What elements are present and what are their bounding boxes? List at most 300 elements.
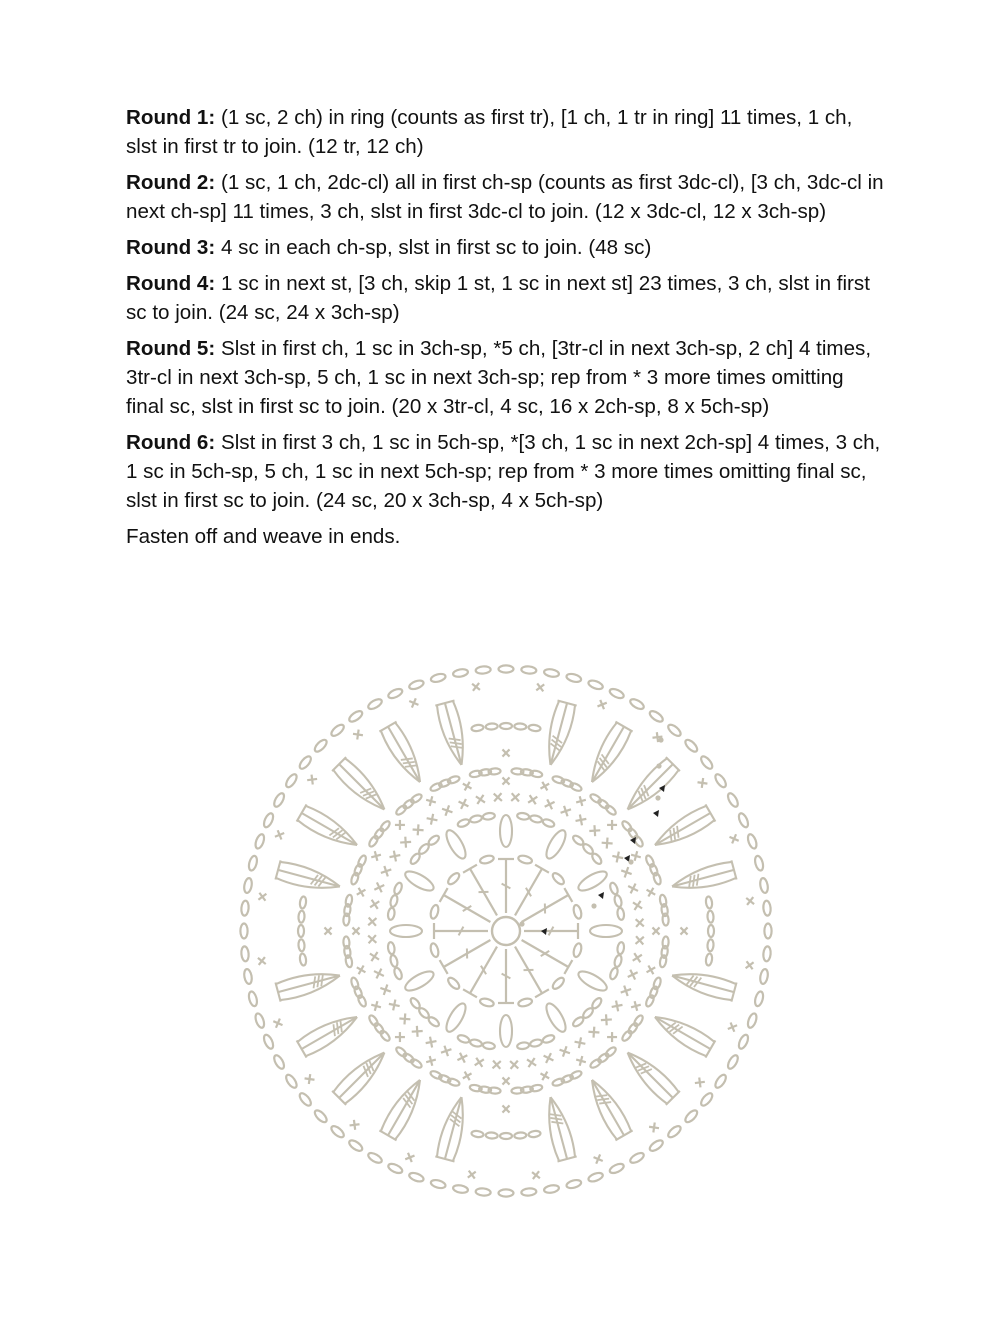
round3-sc bbox=[365, 914, 381, 930]
round2-cluster bbox=[403, 868, 437, 894]
round1-chain bbox=[479, 997, 494, 1007]
pattern-instructions bbox=[126, 103, 886, 551]
round3-sc bbox=[573, 1036, 586, 1049]
round4-chain bbox=[589, 793, 602, 805]
round5-cluster-hatch bbox=[697, 874, 699, 886]
round3-sc bbox=[625, 967, 640, 982]
round6-chain bbox=[683, 1108, 699, 1124]
round6-chain bbox=[521, 1188, 537, 1196]
round-label: Round 2: bbox=[126, 171, 216, 194]
round6-sc bbox=[592, 1153, 605, 1166]
round6-chain bbox=[754, 991, 765, 1007]
round5-cluster-hatch bbox=[405, 765, 417, 766]
round5-chain bbox=[486, 723, 498, 730]
round5-cluster-hatch bbox=[595, 1095, 607, 1096]
round2-chain bbox=[613, 954, 622, 967]
round6-chain bbox=[699, 755, 714, 771]
round6-chain bbox=[330, 723, 346, 738]
round3-sc bbox=[388, 998, 401, 1011]
round5-chain bbox=[500, 1133, 512, 1139]
round1-chain bbox=[572, 904, 582, 919]
round4-chain bbox=[368, 835, 380, 848]
round5-sc bbox=[677, 924, 691, 938]
round-text: 1 sc in next st, [3 ch, skip 1 st, 1 sc in next st] 23 times, 3 ch, slst in first sc to join. (24 sc, 24 x 3ch-sp) bbox=[126, 272, 870, 324]
round2-chain bbox=[609, 967, 619, 981]
round3-sc bbox=[372, 880, 387, 895]
round1-chain bbox=[551, 976, 566, 991]
round3-sc bbox=[426, 813, 439, 826]
round2-chain bbox=[469, 1038, 482, 1047]
round3-sc bbox=[626, 881, 641, 896]
round6-chain bbox=[298, 755, 313, 771]
round5-cluster-petal bbox=[395, 723, 420, 782]
round3-sc bbox=[611, 851, 624, 864]
round4-chain bbox=[621, 1029, 633, 1042]
slst-dot bbox=[591, 903, 596, 908]
round2-cluster bbox=[543, 1001, 569, 1035]
round3-sc bbox=[619, 865, 633, 879]
round6-sc bbox=[648, 1122, 659, 1133]
round5-chain bbox=[705, 953, 713, 966]
slst-dot bbox=[658, 737, 663, 742]
round6-chain bbox=[683, 738, 699, 754]
round6-chain bbox=[566, 673, 582, 684]
round4-chain bbox=[597, 1052, 610, 1064]
round4-sc bbox=[460, 1069, 474, 1083]
round6-sc bbox=[465, 1168, 479, 1182]
round2-chain bbox=[617, 942, 625, 955]
crochet-chart-svg bbox=[226, 648, 786, 1214]
round6-chain bbox=[408, 1171, 425, 1183]
round6-chain bbox=[763, 900, 771, 916]
round6-chain bbox=[254, 833, 266, 850]
round4-sc bbox=[644, 963, 658, 977]
round5-cluster-hatch bbox=[597, 1099, 609, 1100]
round3-sc bbox=[525, 792, 540, 807]
round4-chain bbox=[469, 1084, 482, 1092]
round1-tr-top bbox=[463, 865, 477, 873]
round2-chain bbox=[457, 818, 471, 828]
round5-cluster-hatch bbox=[337, 1022, 338, 1034]
round6-chain bbox=[666, 1124, 682, 1139]
round2-cluster bbox=[390, 925, 422, 937]
round1-tr-top bbox=[564, 888, 572, 902]
round6-sc bbox=[743, 894, 757, 908]
round3-sc bbox=[379, 864, 393, 878]
round6-chain bbox=[262, 812, 275, 829]
round6-sc bbox=[596, 698, 609, 711]
round6-chain bbox=[408, 679, 425, 691]
round6-chain bbox=[726, 792, 740, 809]
round6-sc bbox=[403, 1151, 416, 1164]
round6-chain bbox=[387, 687, 404, 700]
round6-sc bbox=[273, 828, 286, 841]
round5-cluster-petal bbox=[339, 764, 384, 809]
round4-chain bbox=[395, 1046, 408, 1058]
round2-cluster bbox=[443, 1001, 469, 1035]
round6-chain bbox=[430, 673, 446, 684]
round5-cluster-hatch bbox=[599, 1102, 611, 1103]
round6-chain bbox=[764, 924, 771, 939]
round1-tr-top bbox=[564, 960, 572, 974]
round6-chain bbox=[666, 723, 682, 738]
round2-chain bbox=[389, 954, 398, 967]
round6-chain bbox=[248, 991, 259, 1007]
round6-sc bbox=[728, 832, 741, 845]
round4-chain bbox=[569, 782, 582, 793]
round4-chain bbox=[357, 854, 368, 867]
round5-cluster-petal bbox=[551, 1097, 568, 1159]
round6-chain bbox=[262, 1033, 275, 1050]
round3-sc bbox=[524, 1055, 539, 1070]
round3-sc bbox=[412, 824, 424, 836]
start-arrow-icon bbox=[598, 892, 604, 899]
round5-sc bbox=[321, 924, 335, 938]
round2-chain bbox=[617, 907, 625, 920]
round-text: (1 sc, 1 ch, 2dc-cl) all in first ch-sp (counts as first 3dc-cl), [3 ch, 3dc-cl in next ch-sp] 11 times, 3 ch, slst in first 3dc-cl to join. (12 x 3dc-cl, 12 x 3ch-sp) bbox=[126, 171, 884, 223]
round-label: Round 1: bbox=[126, 106, 216, 129]
round5-cluster-hatch bbox=[551, 1122, 563, 1124]
round2-chain bbox=[591, 852, 603, 865]
round6-chain bbox=[746, 833, 758, 850]
round6-chain bbox=[240, 924, 247, 939]
round6-chain bbox=[587, 1171, 604, 1183]
round3-sc bbox=[588, 1026, 600, 1038]
round6-chain bbox=[608, 687, 625, 700]
round5-chain bbox=[299, 896, 307, 909]
round5-cluster-hatch bbox=[689, 876, 691, 888]
round4-sc bbox=[538, 779, 552, 793]
round1-tr-top bbox=[463, 989, 477, 997]
round2-chain bbox=[469, 814, 482, 823]
round4-sc bbox=[354, 885, 368, 899]
round3-sc bbox=[508, 790, 524, 806]
round4-chain bbox=[589, 1058, 602, 1070]
round3-sc bbox=[559, 804, 573, 818]
round5-cluster-petal bbox=[628, 764, 673, 809]
round6-chain bbox=[499, 1189, 514, 1196]
round2-chain bbox=[393, 882, 403, 896]
round5-cluster-petal bbox=[655, 1017, 714, 1042]
round3-sc bbox=[455, 1050, 470, 1065]
round5-chain bbox=[298, 911, 305, 923]
round4-chain bbox=[402, 798, 415, 810]
round5-cluster-hatch bbox=[674, 828, 675, 840]
round5-cluster-petal bbox=[628, 770, 679, 809]
round5-cluster-hatch bbox=[340, 1020, 341, 1032]
round-5 bbox=[126, 334, 886, 421]
round-1 bbox=[126, 103, 886, 161]
round6-chain bbox=[737, 812, 750, 829]
round6-sc bbox=[743, 958, 757, 972]
round6-chain bbox=[243, 877, 253, 893]
slst-dot bbox=[655, 795, 660, 800]
round6-sc bbox=[349, 1119, 360, 1130]
round5-chain bbox=[514, 1132, 526, 1139]
round4-chain bbox=[379, 820, 391, 833]
round4-chain bbox=[410, 793, 423, 805]
round3-sc bbox=[541, 1051, 556, 1066]
round4-chain bbox=[633, 1014, 645, 1027]
round5-cluster-hatch bbox=[333, 1024, 334, 1036]
round6-sc bbox=[529, 1168, 543, 1182]
round4-chain bbox=[447, 775, 460, 785]
round-label: Round 5: bbox=[126, 337, 216, 360]
round4-sc bbox=[370, 1000, 382, 1012]
round5-cluster-top bbox=[615, 722, 632, 732]
round2-cluster bbox=[403, 968, 437, 994]
round3-sc bbox=[379, 983, 393, 997]
round3-sc bbox=[456, 797, 471, 812]
round5-cluster-petal bbox=[278, 976, 340, 993]
round2-cluster bbox=[576, 868, 610, 894]
round3-sc bbox=[601, 837, 613, 849]
round5-cluster-top bbox=[615, 1130, 632, 1140]
round3-sc bbox=[411, 1026, 423, 1038]
round3-sc bbox=[439, 1044, 453, 1058]
round6-chain bbox=[367, 1151, 384, 1165]
round-text: 4 sc in each ch-sp, slst in first sc to join. (48 sc) bbox=[220, 236, 652, 259]
slst-dot bbox=[656, 763, 661, 768]
round6-chain bbox=[629, 697, 646, 711]
start-arrow-icon bbox=[541, 928, 547, 935]
round2-chain bbox=[387, 907, 395, 920]
round3-sc bbox=[558, 1044, 572, 1058]
round2-chain bbox=[529, 814, 542, 823]
round6-chain bbox=[272, 1054, 286, 1071]
round6-sc bbox=[694, 1077, 705, 1088]
round6-chain bbox=[521, 666, 537, 674]
round5-chain bbox=[471, 1130, 484, 1138]
round5-cluster-petal bbox=[278, 870, 340, 887]
round4-sc bbox=[499, 1074, 513, 1088]
round5-cluster-hatch bbox=[449, 739, 461, 741]
round-text: Slst in first 3 ch, 1 sc in 5ch-sp, *[3 ch, 1 sc in next 2ch-sp] 4 times, 3 ch, 1 sc in 5ch-sp, 5 ch, 1 sc in next 5ch-sp; rep from * 3 more times omitting final sc, slst in first sc to join. (24 sc, 20 x 3ch-sp, 4 x 5ch-sp) bbox=[126, 431, 881, 512]
round2-chain bbox=[517, 1042, 530, 1050]
round5-chain bbox=[500, 723, 512, 729]
round4-sc bbox=[649, 924, 663, 938]
round5-cluster-hatch bbox=[317, 975, 319, 987]
round5-cluster-petal bbox=[672, 976, 734, 993]
round4-sc bbox=[607, 1032, 617, 1042]
round4-sc bbox=[354, 963, 368, 977]
round3-sc bbox=[630, 898, 645, 913]
round3-sc bbox=[601, 1014, 613, 1026]
round1-chain bbox=[517, 854, 532, 864]
round6-chain bbox=[313, 1108, 329, 1124]
round4-chain bbox=[350, 977, 360, 990]
round4-sc bbox=[575, 1055, 587, 1067]
round6-chain bbox=[475, 666, 491, 674]
round1-tr-top bbox=[440, 888, 448, 902]
round6-chain bbox=[452, 668, 468, 678]
round5-cluster-petal bbox=[339, 1053, 384, 1098]
round4-chain bbox=[402, 1052, 415, 1064]
round4-chain bbox=[645, 994, 656, 1007]
round2-chain bbox=[517, 812, 530, 820]
round3-sc bbox=[632, 915, 648, 931]
round6-chain bbox=[387, 1162, 404, 1175]
round2-cluster bbox=[500, 1015, 512, 1047]
round2-cluster bbox=[590, 925, 622, 937]
round5-cluster-hatch bbox=[401, 758, 413, 759]
round3-sc bbox=[490, 789, 506, 805]
round6-chain bbox=[452, 1184, 468, 1194]
round3-sc bbox=[611, 999, 624, 1012]
round3-sc bbox=[489, 1057, 505, 1073]
round6-chain bbox=[330, 1124, 346, 1139]
slst-dot bbox=[519, 921, 524, 926]
round5-cluster-top bbox=[379, 1130, 396, 1140]
round3-sc bbox=[388, 850, 401, 863]
round6-chain bbox=[543, 1184, 559, 1194]
round5-sc bbox=[499, 746, 513, 760]
round6-sc bbox=[255, 954, 269, 968]
round6-chain bbox=[566, 1179, 582, 1190]
round5-cluster-top bbox=[705, 1040, 715, 1057]
round4-sc bbox=[630, 1000, 642, 1012]
round5-cluster-petal bbox=[345, 758, 384, 809]
round1-tr-top bbox=[440, 960, 448, 974]
round4-chain bbox=[530, 770, 543, 778]
round4-chain bbox=[604, 1046, 617, 1058]
round6-chain bbox=[284, 1073, 299, 1089]
round4-chain bbox=[379, 1029, 391, 1042]
round4-sc bbox=[607, 820, 617, 830]
round5-cluster-petal bbox=[333, 770, 384, 809]
round-label: Round 4: bbox=[126, 272, 216, 295]
round2-cluster bbox=[576, 968, 610, 994]
round6-sc bbox=[304, 1073, 315, 1084]
round4-chain bbox=[627, 1022, 639, 1035]
round4-chain bbox=[373, 1022, 385, 1035]
round4-chain bbox=[373, 827, 385, 840]
round5-chain bbox=[514, 723, 526, 730]
round5-chain bbox=[299, 953, 307, 966]
slst-dot bbox=[628, 859, 633, 864]
round2-cluster bbox=[443, 828, 469, 862]
round6-chain bbox=[272, 792, 286, 809]
round1-chain bbox=[429, 942, 439, 957]
round4-sc bbox=[425, 1055, 437, 1067]
round3-sc bbox=[473, 792, 488, 807]
round4-sc bbox=[395, 820, 405, 830]
round3-sc bbox=[364, 931, 380, 947]
round6-chain bbox=[248, 855, 259, 871]
round6-chain bbox=[499, 665, 514, 672]
round5-cluster-petal bbox=[345, 1053, 384, 1104]
round3-sc bbox=[440, 804, 454, 818]
round2-chain bbox=[613, 894, 622, 907]
round4-chain bbox=[659, 955, 667, 968]
round5-cluster-hatch bbox=[677, 826, 678, 838]
round2-chain bbox=[389, 894, 398, 907]
round6-chain bbox=[648, 1138, 664, 1153]
round6-chain bbox=[254, 1012, 266, 1029]
round4-chain bbox=[597, 798, 610, 810]
round5-sc bbox=[499, 1102, 513, 1116]
round5-chain bbox=[298, 939, 305, 951]
round3-sc bbox=[632, 933, 648, 949]
round5-cluster-petal bbox=[445, 1097, 462, 1159]
round5-cluster-petal bbox=[655, 820, 714, 845]
round6-sc bbox=[726, 1021, 739, 1034]
round1-tr-top bbox=[535, 865, 549, 873]
round5-cluster-hatch bbox=[670, 830, 671, 842]
round4-chain bbox=[368, 1014, 380, 1027]
round1-chain bbox=[446, 871, 461, 886]
round6-chain bbox=[348, 709, 364, 724]
round6-chain bbox=[475, 1188, 491, 1196]
round5-cluster-petal bbox=[628, 1053, 673, 1098]
round6-chain bbox=[241, 900, 249, 916]
round3-sc bbox=[367, 949, 382, 964]
round5-cluster-petal bbox=[333, 1053, 384, 1092]
round3-sc bbox=[399, 1013, 411, 1025]
round6-chain bbox=[241, 946, 249, 962]
round2-chain bbox=[427, 834, 440, 846]
round4-chain bbox=[429, 1070, 442, 1081]
round5-cluster-hatch bbox=[321, 974, 323, 986]
round4-chain bbox=[621, 820, 633, 833]
round5-cluster-top bbox=[297, 804, 307, 821]
round1-chain bbox=[517, 997, 532, 1007]
round1-chain bbox=[429, 904, 439, 919]
round-2 bbox=[126, 168, 886, 226]
round4-chain bbox=[604, 804, 617, 816]
round6-chain bbox=[713, 1073, 728, 1089]
round1-tr-top bbox=[535, 989, 549, 997]
round6-chain bbox=[298, 1091, 313, 1107]
round5-cluster-petal bbox=[628, 1053, 679, 1092]
round4-chain bbox=[345, 894, 353, 907]
round6-chain bbox=[243, 968, 253, 984]
round6-chain bbox=[759, 968, 769, 984]
round5-cluster-top bbox=[297, 1040, 307, 1057]
round6-chain bbox=[608, 1162, 625, 1175]
round2-cluster bbox=[500, 815, 512, 847]
round5-chain bbox=[486, 1132, 498, 1139]
round5-cluster-top bbox=[379, 722, 396, 732]
round6-chain bbox=[754, 855, 765, 871]
round4-sc bbox=[644, 885, 658, 899]
round4-chain bbox=[395, 804, 408, 816]
round6-chain bbox=[746, 1012, 758, 1029]
round5-chain bbox=[707, 911, 714, 923]
round2-chain bbox=[572, 1016, 585, 1028]
round5-chain bbox=[705, 896, 713, 909]
round5-chain bbox=[707, 939, 714, 951]
round-4 bbox=[126, 269, 886, 327]
round2-chain bbox=[609, 882, 619, 896]
round-6 bbox=[126, 428, 886, 515]
round6-chain bbox=[737, 1033, 750, 1050]
round2-chain bbox=[457, 1034, 471, 1044]
round5-chain bbox=[471, 724, 484, 732]
round-label: Round 3: bbox=[126, 236, 216, 259]
round6-sc bbox=[271, 1017, 284, 1030]
round2-chain bbox=[542, 818, 556, 828]
round-text: (1 sc, 2 ch) in ring (counts as first tr), [1 ch, 1 tr in ring] 11 times, 1 ch, slst in first tr to join. (12 tr, 12 ch) bbox=[126, 106, 853, 158]
round-3 bbox=[126, 233, 886, 262]
round5-cluster-hatch bbox=[314, 976, 316, 988]
round6-sc bbox=[255, 890, 269, 904]
round5-cluster-top bbox=[705, 804, 715, 821]
round5-cluster-hatch bbox=[549, 1114, 561, 1116]
round4-chain bbox=[627, 827, 639, 840]
round2-chain bbox=[529, 1038, 542, 1047]
round5-cluster-petal bbox=[672, 870, 734, 887]
